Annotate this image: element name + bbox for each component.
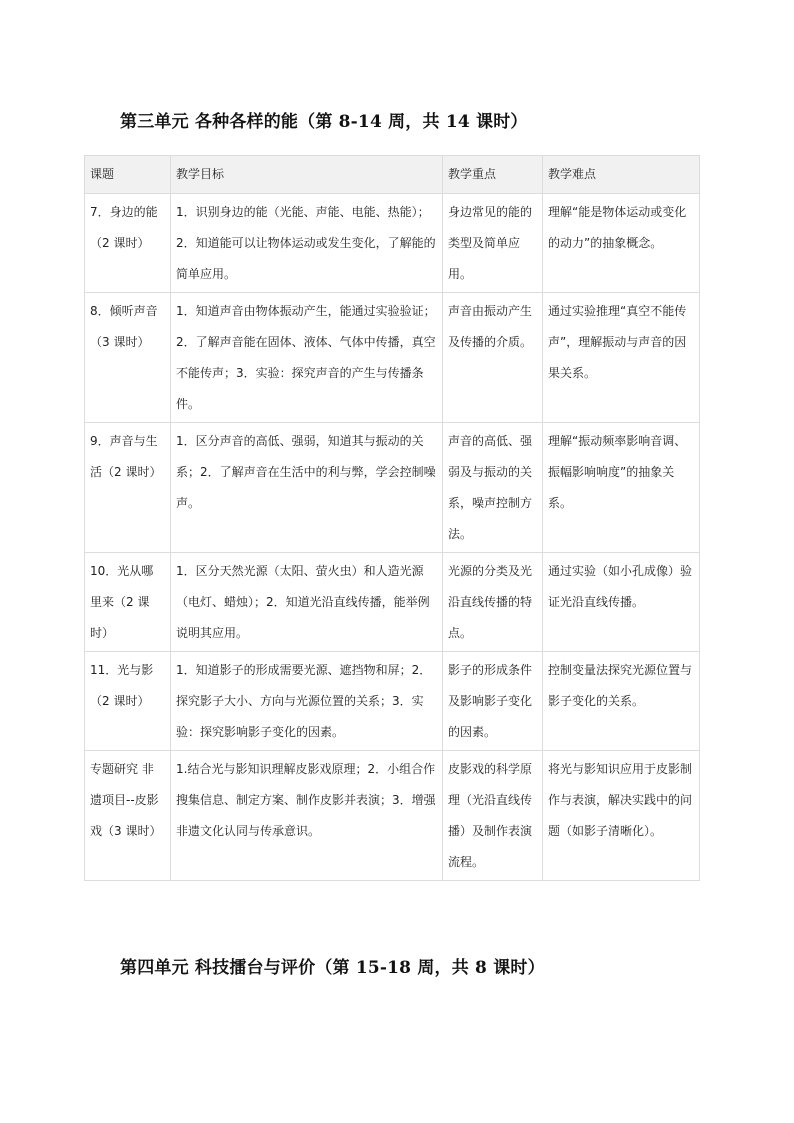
cell-difficulties: 将光与影知识应用于皮影制作与表演，解决实践中的问题（如影子清晰化）。 bbox=[543, 751, 700, 881]
cell-key-points: 皮影戏的科学原理（光沿直线传播）及制作表演流程。 bbox=[443, 751, 543, 881]
table-header-row bbox=[85, 156, 700, 194]
table-row bbox=[85, 293, 700, 423]
cell-key-points: 影子的形成条件及影响影子变化的因素。 bbox=[443, 652, 543, 751]
cell-topic: 10．光从哪里来（2 课时） bbox=[85, 553, 171, 652]
lesson-plan-table bbox=[84, 155, 700, 881]
table-row bbox=[85, 652, 700, 751]
table-row bbox=[85, 423, 700, 553]
cell-topic: 8．倾听声音（3 课时） bbox=[85, 293, 171, 423]
cell-key-points: 光源的分类及光沿直线传播的特点。 bbox=[443, 553, 543, 652]
cell-goals: 1．识别身边的能（光能、声能、电能、热能）；2．知道能可以让物体运动或发生变化，了解能的简单应用。 bbox=[171, 194, 443, 293]
column-header-key-points: 教学重点 bbox=[443, 156, 543, 194]
cell-goals: 1．知道声音由物体振动产生，能通过实验验证；2．了解声音能在固体、液体、气体中传播，真空不能传声；3．实验：探究声音的产生与传播条件。 bbox=[171, 293, 443, 423]
column-header-topic: 课题 bbox=[85, 156, 171, 194]
cell-key-points: 身边常见的能的类型及简单应用。 bbox=[443, 194, 543, 293]
unit3-heading: 第三单元 各种各样的能（第 8-14 周，共 14 课时） bbox=[120, 112, 528, 132]
cell-topic: 11．光与影（2 课时） bbox=[85, 652, 171, 751]
cell-topic: 7．身边的能（2 课时） bbox=[85, 194, 171, 293]
cell-topic: 9．声音与生活（2 课时） bbox=[85, 423, 171, 553]
cell-difficulties: 通过实验（如小孔成像）验证光沿直线传播。 bbox=[543, 553, 700, 652]
cell-goals: 1．知道影子的形成需要光源、遮挡物和屏；2．探究影子大小、方向与光源位置的关系；3．实验：探究影响影子变化的因素。 bbox=[171, 652, 443, 751]
cell-difficulties: 通过实验推理“真空不能传声”，理解振动与声音的因果关系。 bbox=[543, 293, 700, 423]
column-header-difficulties: 教学难点 bbox=[543, 156, 700, 194]
cell-difficulties: 理解“能是物体运动或变化的动力”的抽象概念。 bbox=[543, 194, 700, 293]
column-header-goals: 教学目标 bbox=[171, 156, 443, 194]
cell-topic: 专题研究 非遗项目--皮影戏（3 课时） bbox=[85, 751, 171, 881]
table-row bbox=[85, 553, 700, 652]
cell-goals: 1.结合光与影知识理解皮影戏原理；2．小组合作搜集信息、制定方案、制作皮影并表演；3．增强非遗文化认同与传承意识。 bbox=[171, 751, 443, 881]
cell-difficulties: 控制变量法探究光源位置与影子变化的关系。 bbox=[543, 652, 700, 751]
cell-goals: 1．区分天然光源（太阳、萤火虫）和人造光源（电灯、蜡烛）；2．知道光沿直线传播，能举例说明其应用。 bbox=[171, 553, 443, 652]
unit4-heading: 第四单元 科技擂台与评价（第 15-18 周，共 8 课时） bbox=[120, 958, 545, 978]
cell-goals: 1．区分声音的高低、强弱，知道其与振动的关系；2．了解声音在生活中的利与弊，学会控制噪声。 bbox=[171, 423, 443, 553]
table-row bbox=[85, 194, 700, 293]
cell-difficulties: 理解“振动频率影响音调、振幅影响响度”的抽象关系。 bbox=[543, 423, 700, 553]
table-row bbox=[85, 751, 700, 881]
cell-key-points: 声音的高低、强弱及与振动的关系，噪声控制方法。 bbox=[443, 423, 543, 553]
cell-key-points: 声音由振动产生及传播的介质。 bbox=[443, 293, 543, 423]
